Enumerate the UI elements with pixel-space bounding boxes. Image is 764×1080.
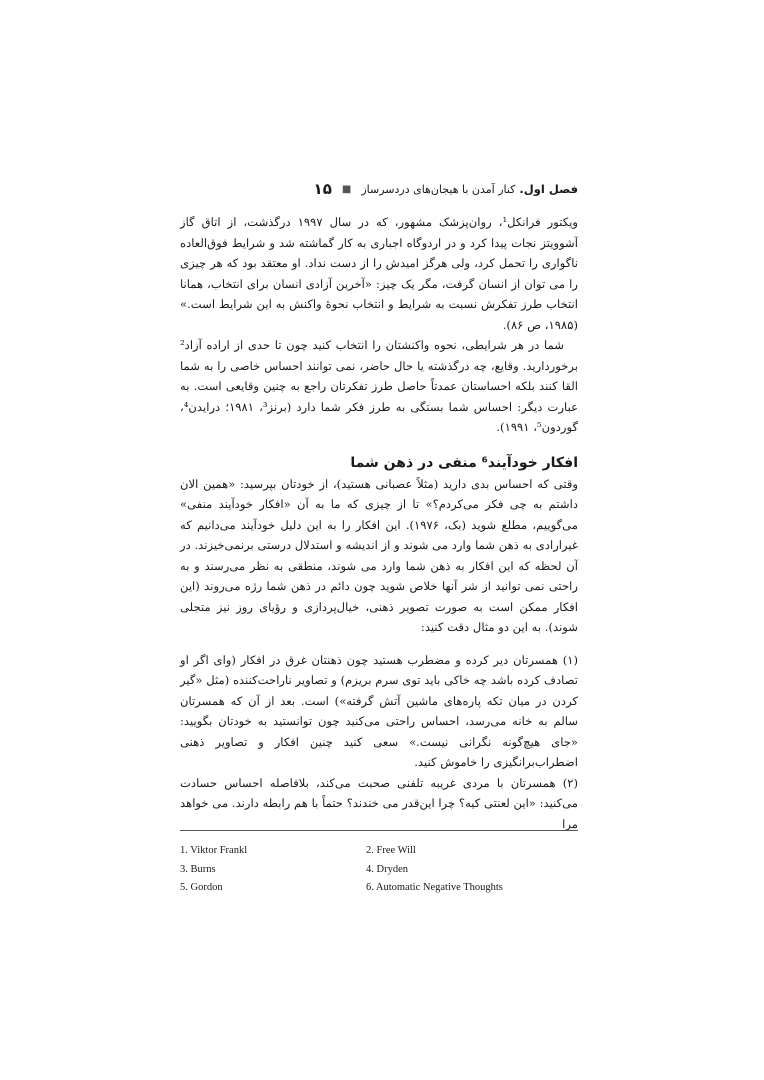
footnote-6: 6. Automatic Negative Thoughts [366,882,503,893]
page-number: ۱۵ [313,180,332,198]
running-header [180,178,578,200]
paragraph-free-will: شما در هر شرایطی، نحوه واکنشتان را انتخاب کنید چون تا حدی از اراده آزاد² برخوردارید. وقایع، چه درگذشته یا حال حاضر، نمی توانند احساس خاصی را به شما القا کنند بلکه احساستان عمدتاً حاصل طرز تفکرتان راجع به چنین وقایعی است. به عبارت دیگر: احساس شما بستگی به طرز فکر شما دارد (برنز³، ۱۹۸۱؛ درایدن⁴، گوردون⁵، ۱۹۹۱). [180,338,578,434]
paragraph-frankl: ویکتور فرانکل¹، روان‌پزشک مشهور، که در سال ۱۹۹۷ درگذشت، از اتاق گاز آشوویتز نجات پیدا کرد و در اردوگاه اجباری به کار گماشته شد و شرایط فوق‌العاده ناگواری را تحمل کرد، ولی هرگز امیدش را از دست نداد. او معتقد بود که هر چیزی را می توان از انسان گرفت، مگر یک چیز: «آخرین آزادی انسان برای انتخاب، همانا انتخاب طرز تفکرش نسبت به شرایط و انتخاب نحوهٔ واکنش به این شرایط است.» (۱۹۸۵، ص ۸۶). [180,215,578,332]
paragraph-automatic-thoughts: وقتی که احساس بدی دارید (مثلاً عصبانی هستید)، از خودتان بپرسید: «همین الان داشتم به چی فکر می‌کردم؟» تا از چیزی که ما به آن «افکار خودآیند منفی» می‌گوییم، مطلع شوید (بک، ۱۹۷۶). این افکار را به این دلیل خودآیند می‌دانیم که غیرارادی به ذهن شما وارد می شوند و از اندیشه و استدلال درستی برنمی‌خیزند. در آن لحظه که این افکار به ذهن شما وارد می شوند، منطقی به نظر می‌رسند و به راحتی نمی توانید از شر آنها خلاص شوید چون دائم در ذهن شما رژه می‌روند (این افکار ممکن است به صورت تصویر ذهنی، خیال‌پردازی و رؤیای روز نیز متجلی شوند). به این دو مثال دقت کنید: [180,476,578,634]
header-separator: ■ [341,183,352,195]
page-body [180,212,578,834]
footnotes [180,842,578,898]
footnote-1: 1. Viktor Frankl [180,845,248,856]
footnote-divider [180,830,578,831]
footnote-4: 4. Dryden [366,863,408,875]
chapter-label: فصل اول. [519,182,578,196]
footnote-5: 5. Gordon [180,882,223,893]
chapter-title: کنار آمدن با هیجان‌های دردسرساز [361,182,516,196]
example-one: (۱) همسرتان دیر کرده و مضطرب هستید چون ذهنتان غرق در افکار (وای اگر او تصادف کرده باشد چه خاکی باید توی سرم بریزم) و تصاویر ناراحت‌کننده (مثل «گیر کردن در میان تکه پاره‌های ماشین آتش گرفته») است. بعد از آن که همسرتان سالم به خانه می‌رسد، احساس راحتی می‌کنید چون توانستید به خودتان بگویید: «جای هیچ‌گونه نگرانی نیست.» سعی کنید چنین افکار و تصاویر ذهنی اضطراب‌برانگیزی را خاموش کنید. [180,652,578,769]
section-heading: افکار خودآیند⁶ منفی در ذهن شما [350,454,578,471]
example-two: (۲) همسرتان با مردی غریبه تلفنی صحبت می‌کند، بلافاصله احساس حسادت می‌کنید: «این لعنتی کیه؟ چرا این‌قدر می خندند؟ حتماً با هم رابطه دارند. می خواهد مرا [180,775,578,831]
footnote-3: 3. Burns [180,863,216,875]
footnote-2: 2. Free Will [366,845,416,856]
